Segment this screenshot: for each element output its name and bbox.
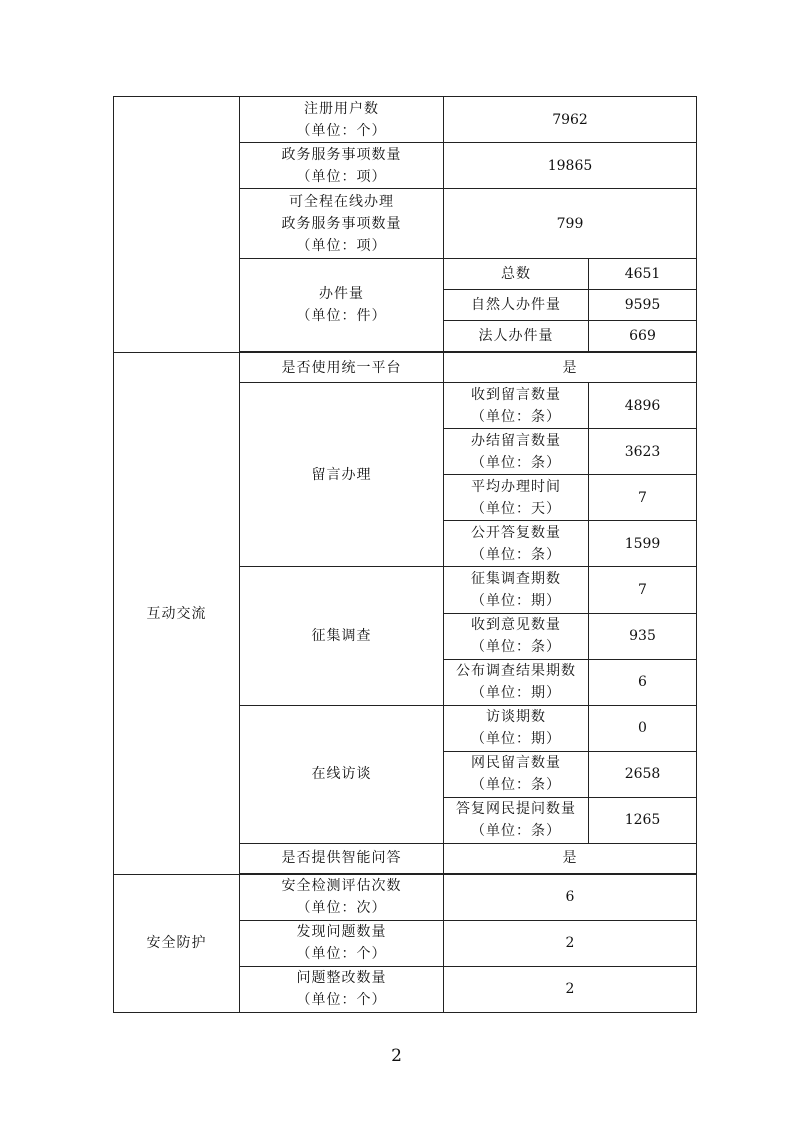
value-smart-qa: 是 <box>444 843 697 873</box>
row-label-problems-fixed: 问题整改数量 （单位：个） <box>240 966 444 1012</box>
value-service-items: 19865 <box>444 143 697 189</box>
sub-label-messages-received: 收到留言数量 （单位：条） <box>444 383 589 429</box>
row-label-service-items: 政务服务事项数量 （单位：项） <box>240 143 444 189</box>
row-label-online-items: 可全程在线办理 政务服务事项数量 （单位：项） <box>240 189 444 259</box>
page-number: 2 <box>391 1046 402 1066</box>
category-security: 安全防护 <box>114 874 240 1012</box>
sub-label-survey-opinions: 收到意见数量 （单位：条） <box>444 613 589 659</box>
row-label-smart-qa: 是否提供智能问答 <box>240 843 444 873</box>
sub-label-survey-periods: 征集调查期数 （单位：期） <box>444 567 589 613</box>
sub-label-messages-public: 公开答复数量 （单位：条） <box>444 521 589 567</box>
value-security-checks: 6 <box>444 874 697 920</box>
value-messages-closed: 3623 <box>589 429 697 475</box>
row-label-security-checks: 安全检测评估次数 （单位：次） <box>240 874 444 920</box>
group-label-messages: 留言办理 <box>240 383 444 567</box>
value-problems-found: 2 <box>444 920 697 966</box>
group-label-survey: 征集调查 <box>240 567 444 705</box>
category-interaction: 互动交流 <box>114 353 240 875</box>
value-registered-users: 7962 <box>444 97 697 143</box>
value-problems-fixed: 2 <box>444 966 697 1012</box>
sub-label-survey-results: 公布调查结果期数 （单位：期） <box>444 659 589 705</box>
sub-label-messages-avg-time: 平均办理时间 （单位：天） <box>444 475 589 521</box>
sub-label-interview-netizen-messages: 网民留言数量 （单位：条） <box>444 751 589 797</box>
statistics-table <box>113 96 697 1013</box>
category-cell-top <box>114 97 240 353</box>
row-label-unified-platform: 是否使用统一平台 <box>240 353 444 383</box>
row-label-registered-users: 注册用户数 （单位：个） <box>240 97 444 143</box>
value-survey-periods: 7 <box>589 567 697 613</box>
row-label-cases: 办件量 （单位：件） <box>240 259 444 352</box>
value-messages-avg-time: 7 <box>589 475 697 521</box>
value-cases-natural: 9595 <box>589 290 697 321</box>
value-interview-periods: 0 <box>589 705 697 751</box>
sub-label-interview-replies: 答复网民提问数量 （单位：条） <box>444 797 589 843</box>
value-unified-platform: 是 <box>444 353 697 383</box>
value-interview-replies: 1265 <box>589 797 697 843</box>
value-survey-results: 6 <box>589 659 697 705</box>
value-survey-opinions: 935 <box>589 613 697 659</box>
value-cases-total: 4651 <box>589 259 697 290</box>
value-interview-netizen-messages: 2658 <box>589 751 697 797</box>
sub-label-interview-periods: 访谈期数 （单位：期） <box>444 705 589 751</box>
value-messages-public: 1599 <box>589 521 697 567</box>
value-cases-legal: 669 <box>589 321 697 352</box>
group-label-interview: 在线访谈 <box>240 705 444 843</box>
sub-label-cases-total: 总数 <box>444 259 589 290</box>
value-messages-received: 4896 <box>589 383 697 429</box>
sub-label-cases-legal: 法人办件量 <box>444 321 589 352</box>
row-label-problems-found: 发现问题数量 （单位：个） <box>240 920 444 966</box>
value-online-items: 799 <box>444 189 697 259</box>
sub-label-messages-closed: 办结留言数量 （单位：条） <box>444 429 589 475</box>
sub-label-cases-natural: 自然人办件量 <box>444 290 589 321</box>
